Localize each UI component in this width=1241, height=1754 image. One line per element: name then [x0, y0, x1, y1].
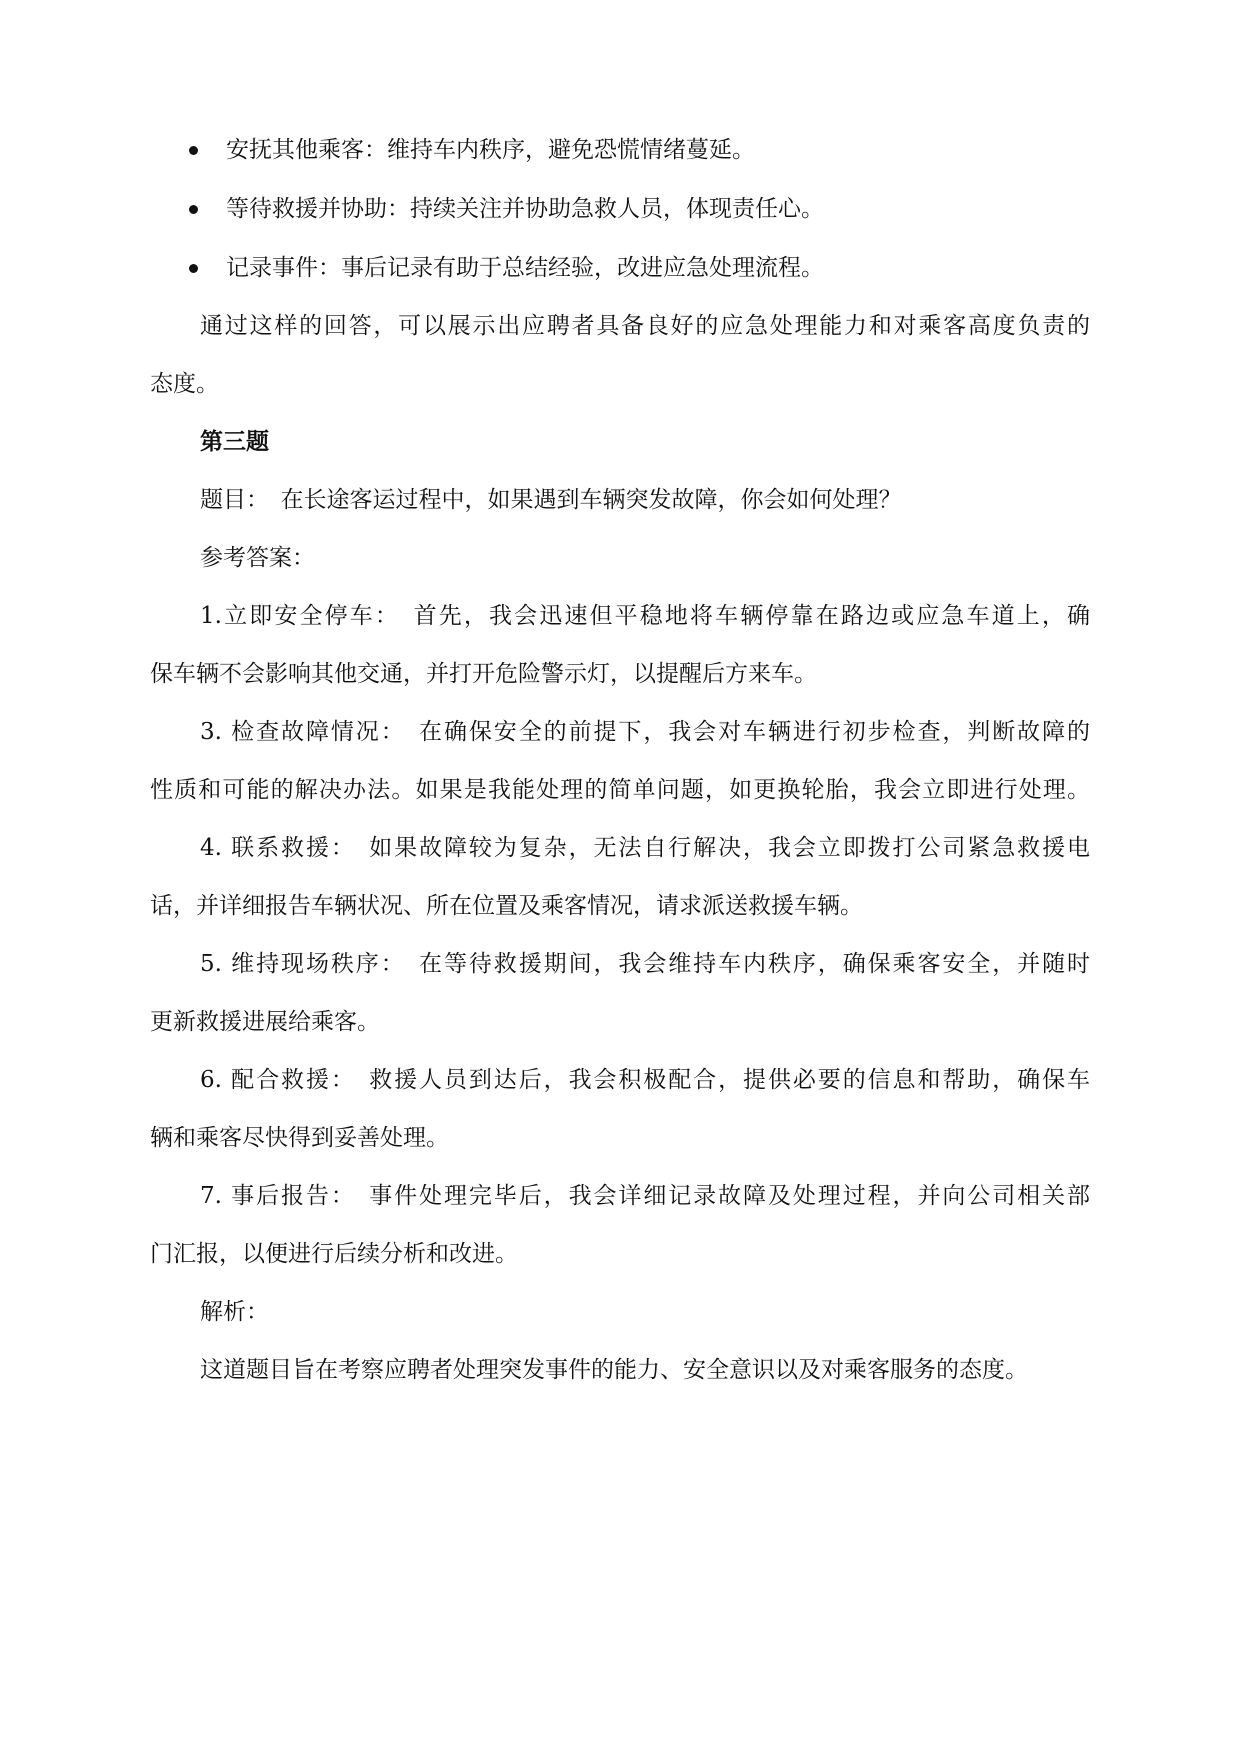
bullet-item: 记录事件：事后记录有助于总结经验，改进应急处理流程。	[226, 255, 824, 281]
answer-item-line-1: 3. 检查故障情况： 在确保安全的前提下，我会对车辆进行初步检查，判断故障的	[200, 719, 1090, 745]
answer-item-line-1: 5. 维持现场秩序： 在等待救援期间，我会维持车内秩序，确保乘客安全，并随时	[200, 951, 1090, 977]
answer-item-line-2: 辆和乘客尽快得到妥善处理。	[150, 1125, 449, 1151]
answer-item-line-1: 6. 配合救援： 救援人员到达后，我会积极配合，提供必要的信息和帮助，确保车	[200, 1067, 1090, 1093]
analysis-text: 这道题目旨在考察应聘者处理突发事件的能力、安全意识以及对乘客服务的态度。	[200, 1357, 1028, 1383]
bullet-item: 安抚其他乘客：维持车内秩序，避免恐慌情绪蔓延。	[226, 137, 755, 163]
summary-line-2: 态度。	[150, 371, 219, 397]
section-title: 第三题	[200, 428, 269, 455]
answer-item-line-1: 7. 事后报告： 事件处理完毕后，我会详细记录故障及处理过程，并向公司相关部	[200, 1183, 1090, 1209]
answer-item-line-2: 性质和可能的解决办法。如果是我能处理的简单问题，如更换轮胎，我会立即进行处理。	[150, 777, 1090, 803]
bullet-item: 等待救援并协助：持续关注并协助急救人员，体现责任心。	[226, 196, 824, 222]
bullet-dot	[189, 264, 198, 273]
answer-label: 参考答案：	[200, 545, 315, 571]
answer-item-line-2: 保车辆不会影响其他交通，并打开危险警示灯，以提醒后方来车。	[150, 661, 817, 687]
analysis-label: 解析：	[200, 1299, 269, 1325]
summary-line-1: 通过这样的回答，可以展示出应聘者具备良好的应急处理能力和对乘客高度负责的	[200, 313, 1090, 339]
bullet-dot	[189, 205, 198, 214]
bullet-dot	[189, 146, 198, 155]
answer-item-line-2: 门汇报，以便进行后续分析和改进。	[150, 1241, 518, 1267]
answer-item-line-1: 4. 联系救援： 如果故障较为复杂，无法自行解决，我会立即拨打公司紧急救援电	[200, 835, 1090, 861]
answer-item-line-1: 1.立即安全停车： 首先，我会迅速但平稳地将车辆停靠在路边或应急车道上，确	[200, 603, 1090, 629]
question-text: 题目： 在长途客运过程中，如果遇到车辆突发故障，你会如何处理？	[200, 487, 902, 513]
answer-item-line-2: 话，并详细报告车辆状况、所在位置及乘客情况，请求派送救援车辆。	[150, 893, 863, 919]
answer-item-line-2: 更新救援进展给乘客。	[150, 1009, 380, 1035]
